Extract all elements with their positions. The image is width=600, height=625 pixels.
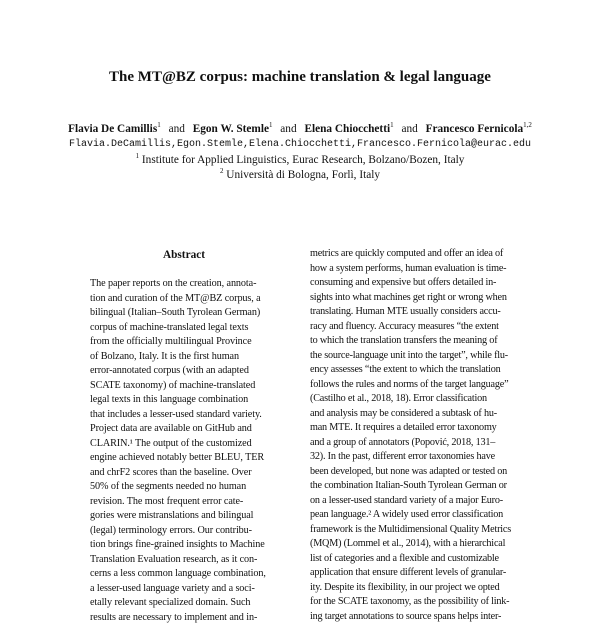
- text-line: (MQM) (Lommel et al., 2014), with a hierarchical: [310, 537, 532, 552]
- text-line: of Bolzano, Italy. It is the first human: [90, 350, 278, 365]
- text-line: the combination Italian-South Tyrolean German or: [310, 479, 532, 494]
- text-line: The paper reports on the creation, annota-: [90, 277, 278, 292]
- affiliation-text: Università di Bologna, Forlì, Italy: [226, 169, 380, 181]
- text-line: been developed, but none was adapted or tested on: [310, 465, 532, 480]
- text-line: bilingual (Italian–South Tyrolean German): [90, 306, 278, 321]
- text-line: error-annotated corpus (with an adapted: [90, 364, 278, 379]
- text-line: sights into what machines get right or wrong when: [310, 291, 532, 306]
- text-line: to which the translation transfers the meaning of: [310, 334, 532, 349]
- text-line: tion brings fine-grained insights to Machine: [90, 538, 278, 553]
- text-line: how a system performs, human evaluation is time-: [310, 262, 532, 277]
- text-line: cerns a less common language combination,: [90, 567, 278, 582]
- paper-title: The MT@BZ corpus: machine translation & legal language: [0, 69, 600, 86]
- abstract-heading: Abstract: [90, 249, 278, 261]
- author-affiliation-mark: 1,2: [523, 121, 532, 129]
- affiliation: [0, 167, 600, 181]
- text-line: and chrF2 scores than the baseline. Over: [90, 466, 278, 481]
- text-line: application that ensure different levels of granular-: [310, 566, 532, 581]
- author-name: Egon W. Stemle: [193, 123, 269, 135]
- text-line: framework is the Multidimensional Quality Metrics: [310, 523, 532, 538]
- text-line: pean language.² A widely used error classification: [310, 508, 532, 523]
- affiliation: [0, 152, 600, 166]
- author-emails: Flavia.DeCamillis,Egon.Stemle,Elena.Chiocchetti,Francesco.Fernicola@eurac.edu: [0, 139, 600, 150]
- text-line: 50% of the segments needed no human: [90, 480, 278, 495]
- introduction-body: [310, 247, 532, 624]
- text-line: man MTE. It requires a detailed error taxonomy: [310, 421, 532, 436]
- text-line: metrics are quickly computed and offer an idea of: [310, 247, 532, 262]
- text-line: legal texts in this language combination: [90, 393, 278, 408]
- affiliation-mark: 1: [136, 152, 140, 160]
- text-line: CLARIN.¹ The output of the customized: [90, 437, 278, 452]
- text-line: tion and curation of the MT@BZ corpus, a: [90, 292, 278, 307]
- author-separator: and: [275, 123, 301, 135]
- text-line: etally relevant specialized domain. Such: [90, 596, 278, 611]
- text-line: ing target annotations to source spans helps inter-: [310, 610, 532, 625]
- text-line: consuming and expensive but offers detailed in-: [310, 276, 532, 291]
- text-line: revision. The most frequent error cate-: [90, 495, 278, 510]
- text-line: that includes a lesser-used standard variety.: [90, 408, 278, 423]
- affiliation-text: Institute for Applied Linguistics, Eurac Research, Bolzano/Bozen, Italy: [142, 154, 465, 166]
- text-line: the source-language unit into the target”, while flu-: [310, 349, 532, 364]
- text-line: list of categories and a flexible and customizable: [310, 552, 532, 567]
- author-separator: and: [396, 123, 422, 135]
- author-name: Elena Chiocchetti: [304, 123, 390, 135]
- text-line: racy and fluency. Accuracy measures “the extent: [310, 320, 532, 335]
- text-line: engine achieved notably better BLEU, TER: [90, 451, 278, 466]
- text-line: (Castilho et al., 2018, 18). Error classification: [310, 392, 532, 407]
- text-line: follows the rules and norms of the target language”: [310, 378, 532, 393]
- text-line: and analysis may be considered a subtask of hu-: [310, 407, 532, 422]
- text-line: translating. Human MTE usually considers accu-: [310, 305, 532, 320]
- author-affiliation-mark: 1: [390, 121, 394, 129]
- author-affiliation-mark: 1: [157, 121, 161, 129]
- text-line: on a lesser-used standard variety of a major Euro-: [310, 494, 532, 509]
- text-line: (legal) terminology errors. Our contribu-: [90, 524, 278, 539]
- author-name: Francesco Fernicola: [426, 123, 524, 135]
- text-line: a lesser-used language variety and a soci-: [90, 582, 278, 597]
- text-line: SCATE taxonomy) of machine-translated: [90, 379, 278, 394]
- author-name: Flavia De Camillis: [68, 123, 157, 135]
- text-line: results are necessary to implement and in-: [90, 611, 278, 625]
- text-line: 32). In the past, different error taxonomies have: [310, 450, 532, 465]
- author-list: [0, 121, 600, 135]
- text-line: ity. Despite its flexibility, in our project we opted: [310, 581, 532, 596]
- author-separator: and: [164, 123, 190, 135]
- text-line: corpus of machine-translated legal texts: [90, 321, 278, 336]
- text-line: from the officially multilingual Province: [90, 335, 278, 350]
- text-line: for the SCATE taxonomy, as the possibility of link-: [310, 595, 532, 610]
- abstract-body: [90, 277, 278, 625]
- text-line: and a group of annotators (Popović, 2018, 131–: [310, 436, 532, 451]
- text-line: Project data are available on GitHub and: [90, 422, 278, 437]
- affiliation-mark: 2: [220, 167, 224, 175]
- author-affiliation-mark: 1: [269, 121, 273, 129]
- text-line: gories were mistranslations and bilingual: [90, 509, 278, 524]
- text-line: ency assesses “the extent to which the translation: [310, 363, 532, 378]
- text-line: Translation Evaluation research, as it con-: [90, 553, 278, 568]
